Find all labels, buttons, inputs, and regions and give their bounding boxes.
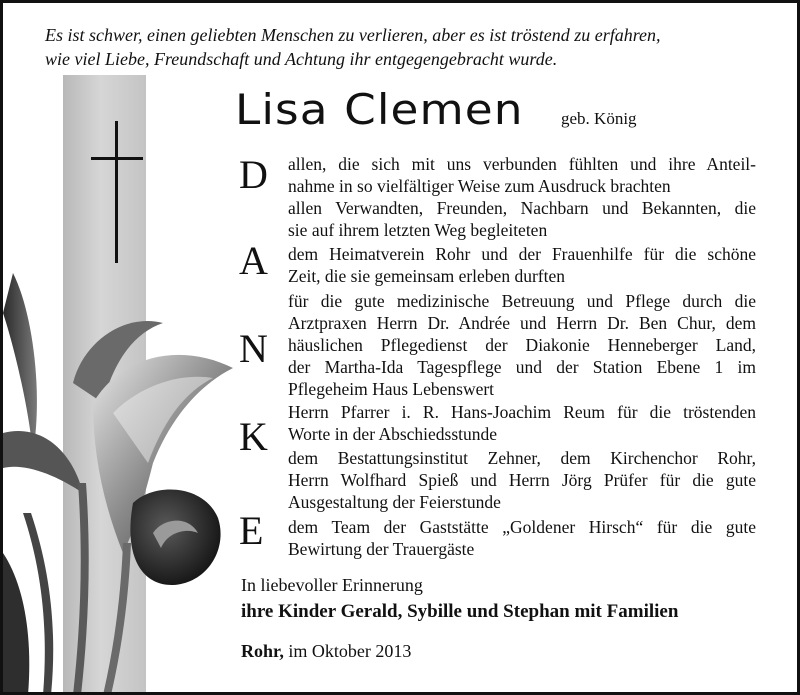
text-line: Herrn Pfarrer i. R. Hans-Joachim Reum für die tröstenden [288,402,756,422]
place-and-date [241,641,411,662]
date: im Oktober 2013 [288,641,412,661]
thanks-paragraph [288,243,756,287]
danke-letter-k: K [239,414,268,459]
text-line: allen Verwandten, Freunden, Nachbarn und Bekannten, die [288,198,756,218]
thanks-paragraph [288,447,756,513]
text-line: dem Team der Gaststätte „Goldener Hirsch“ für die gute [288,517,756,537]
consolation-quote [45,23,765,71]
place: Rohr, [241,641,284,661]
danke-letter-d: D [239,152,268,197]
text-line: allen, die sich mit uns verbunden fühlten und ihre Anteil- [288,154,756,174]
danke-letter-e: E [239,508,264,553]
thanks-paragraph [288,401,756,445]
calla-lily-image [3,253,243,695]
thanks-paragraph [288,153,756,197]
text-line: Zeit, die sie gemeinsam erleben durften [288,266,565,286]
danke-letter-a: A [239,238,268,283]
deceased-name: Lisa Clemen [235,85,524,134]
text-line: dem Bestattungsinstitut Zehner, dem Kirchenchor Rohr, [288,448,756,468]
signatories: ihre Kinder Gerald, Sybille und Stephan mit Familien [241,601,679,622]
name-heading [235,85,637,134]
thanks-paragraph [288,290,756,400]
text-line: Arztpraxen Herrn Dr. Andrée und Herrn Dr. Ben Chur, dem [288,313,756,333]
text-line: Ausgestaltung der Feierstunde [288,492,501,512]
text-line: Pflegeheim Haus Lebenswert [288,379,495,399]
thanks-paragraph [288,197,756,241]
text-line: Worte in der Abschiedsstunde [288,424,498,444]
text-line: häuslichen Pflegedienst der Diakonie Henneberger Land, [288,335,756,355]
text-line: sie auf ihrem letzten Weg begleiteten [288,220,548,240]
memory-line: In liebevoller Erinnerung [241,575,423,595]
cross-icon [83,121,153,271]
text-line: Bewirtung der Trauergäste [288,539,475,559]
quote-line-2: wie viel Liebe, Freundschaft und Achtung ihr entgegengebracht wurde. [45,49,558,69]
text-line: dem Heimatverein Rohr und der Frauenhilfe für die schöne [288,244,756,264]
danke-letter-n: N [239,326,268,371]
text-line: der Martha-Ida Tagespflege und der Station Ebene 1 im [288,357,756,377]
text-line: nahme in so vielfältiger Weise zum Ausdruck brachten [288,176,671,196]
text-line: für die gute medizinische Betreuung und Pflege durch die [288,291,756,311]
text-line: Herrn Wolfhard Spieß und Herrn Jörg Prüfer für die gute [288,470,756,490]
thanks-paragraph [288,516,756,560]
quote-line-1: Es ist schwer, einen geliebten Menschen zu verlieren, aber es ist tröstend zu erfahren, [45,25,661,45]
birth-name: geb. König [561,109,637,128]
